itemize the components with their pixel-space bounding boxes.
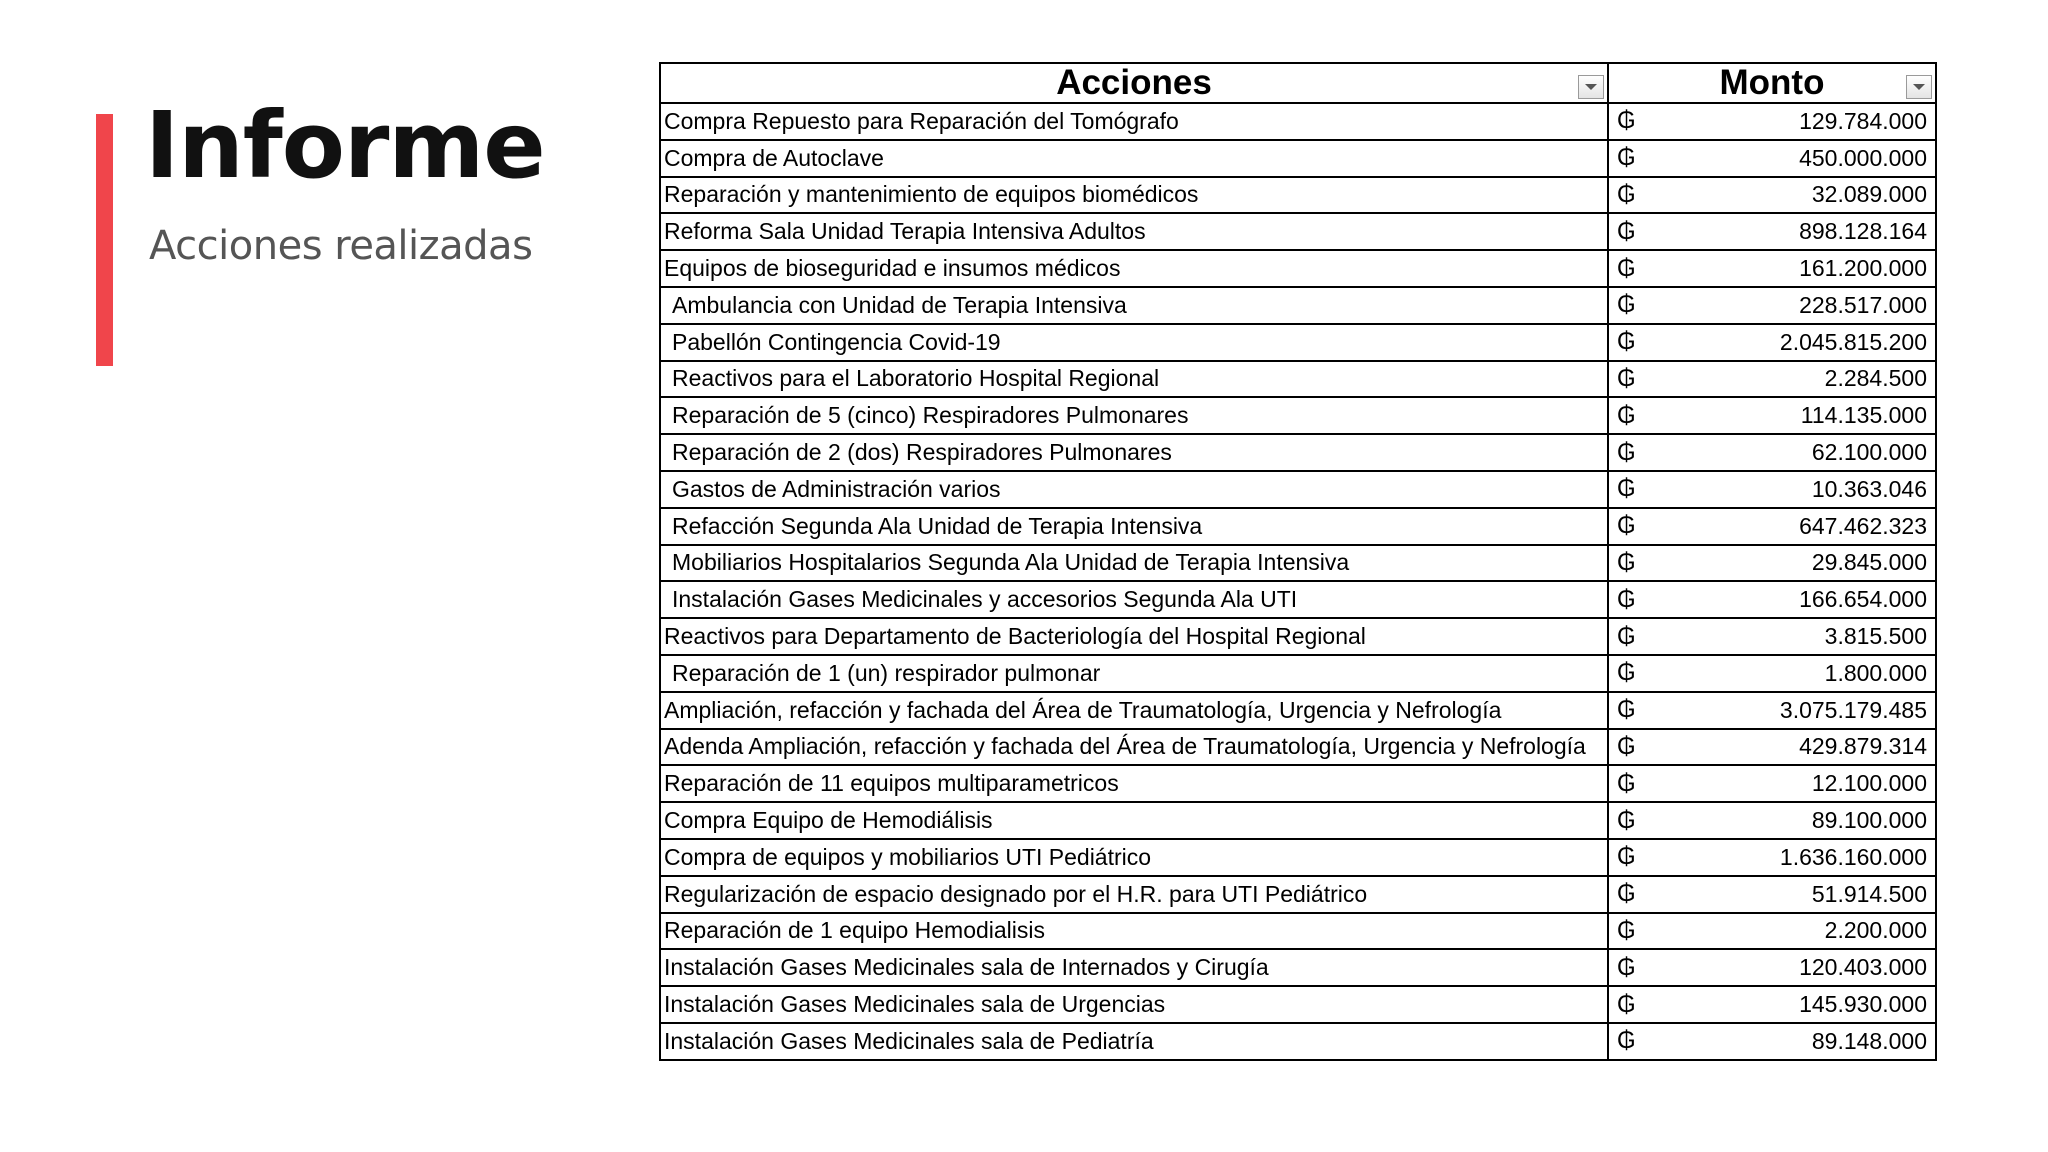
table-row <box>660 986 1936 1023</box>
table-row <box>660 949 1936 986</box>
table-row <box>660 839 1936 876</box>
monto-content <box>1609 328 1935 356</box>
amount-value: 89.100.000 <box>1811 807 1927 834</box>
cell-monto[interactable] <box>1608 287 1936 324</box>
table-row <box>660 103 1936 140</box>
monto-content <box>1609 954 1935 982</box>
currency-symbol: ₲ <box>1617 732 1636 760</box>
amount-value: 450.000.000 <box>1799 144 1927 171</box>
table-row <box>660 1023 1936 1060</box>
amount-value: 32.089.000 <box>1811 181 1927 208</box>
monto-content <box>1609 144 1935 172</box>
amount-value: 2.045.815.200 <box>1779 328 1927 355</box>
currency-symbol: ₲ <box>1617 953 1636 981</box>
cell-monto[interactable] <box>1608 655 1936 692</box>
cell-accion[interactable]: Instalación Gases Medicinales y accesorios Segunda Ala UTI <box>660 581 1608 618</box>
monto-content <box>1609 917 1935 945</box>
cell-monto[interactable] <box>1608 839 1936 876</box>
table-header-row <box>660 63 1936 103</box>
cell-monto[interactable] <box>1608 508 1936 545</box>
cell-accion[interactable]: Reactivos para el Laboratorio Hospital Regional <box>660 361 1608 398</box>
cell-accion[interactable]: Reparación de 11 equipos multiparametricos <box>660 765 1608 802</box>
monto-content <box>1609 1027 1935 1055</box>
column-header-monto <box>1608 63 1936 103</box>
cell-accion[interactable]: Instalación Gases Medicinales sala de Internados y Cirugía <box>660 949 1608 986</box>
currency-symbol: ₲ <box>1617 659 1636 687</box>
currency-symbol: ₲ <box>1617 880 1636 908</box>
accent-bar <box>96 114 113 366</box>
monto-content <box>1609 402 1935 430</box>
amount-value: 647.462.323 <box>1799 512 1927 539</box>
currency-symbol: ₲ <box>1617 475 1636 503</box>
amount-value: 429.879.314 <box>1799 733 1927 760</box>
cell-monto[interactable] <box>1608 250 1936 287</box>
currency-symbol: ₲ <box>1617 843 1636 871</box>
cell-accion[interactable]: Equipos de bioseguridad e insumos médicos <box>660 250 1608 287</box>
cell-accion[interactable]: Instalación Gases Medicinales sala de Pediatría <box>660 1023 1608 1060</box>
monto-content <box>1609 475 1935 503</box>
cell-accion[interactable]: Reactivos para Departamento de Bacteriología del Hospital Regional <box>660 618 1608 655</box>
amount-value: 62.100.000 <box>1811 439 1927 466</box>
amount-value: 114.135.000 <box>1800 402 1927 429</box>
table-row <box>660 655 1936 692</box>
chevron-down-icon <box>1585 84 1597 90</box>
cell-monto[interactable] <box>1608 802 1936 839</box>
amount-value: 898.128.164 <box>1799 218 1927 245</box>
table-row <box>660 876 1936 913</box>
cell-monto[interactable] <box>1608 913 1936 950</box>
cell-monto[interactable] <box>1608 729 1936 766</box>
monto-content <box>1609 107 1935 135</box>
amount-value: 228.517.000 <box>1799 291 1927 318</box>
currency-symbol: ₲ <box>1617 328 1636 356</box>
cell-monto[interactable] <box>1608 434 1936 471</box>
amount-value: 2.284.500 <box>1824 365 1927 392</box>
table-row <box>660 177 1936 214</box>
monto-content <box>1609 181 1935 209</box>
cell-accion[interactable]: Compra Repuesto para Reparación del Tomógrafo <box>660 103 1608 140</box>
table-row <box>660 765 1936 802</box>
cell-accion[interactable]: Reparación de 1 (un) respirador pulmonar <box>660 655 1608 692</box>
cell-accion[interactable]: Pabellón Contingencia Covid-19 <box>660 324 1608 361</box>
cell-accion[interactable]: Reparación de 1 equipo Hemodialisis <box>660 913 1608 950</box>
monto-content <box>1609 733 1935 761</box>
amount-value: 89.148.000 <box>1811 1027 1927 1054</box>
cell-monto[interactable] <box>1608 618 1936 655</box>
currency-symbol: ₲ <box>1617 585 1636 613</box>
amount-value: 12.100.000 <box>1811 770 1927 797</box>
chevron-down-icon <box>1913 84 1925 90</box>
table-row <box>660 397 1936 434</box>
cell-accion[interactable]: Reparación de 5 (cinco) Respiradores Pulmonares <box>660 397 1608 434</box>
currency-symbol: ₲ <box>1617 364 1636 392</box>
monto-content <box>1609 291 1935 319</box>
cell-accion[interactable]: Instalación Gases Medicinales sala de Urgencias <box>660 986 1608 1023</box>
cell-monto[interactable] <box>1608 986 1936 1023</box>
currency-symbol: ₲ <box>1617 107 1636 135</box>
table-row <box>660 508 1936 545</box>
currency-symbol: ₲ <box>1617 217 1636 245</box>
table-row <box>660 618 1936 655</box>
cell-monto[interactable] <box>1608 140 1936 177</box>
cell-monto[interactable] <box>1608 949 1936 986</box>
cell-accion[interactable]: Compra Equipo de Hemodiálisis <box>660 802 1608 839</box>
monto-content <box>1609 843 1935 871</box>
monto-content <box>1609 991 1935 1019</box>
cell-accion[interactable]: Mobiliarios Hospitalarios Segunda Ala Unidad de Terapia Intensiva <box>660 545 1608 582</box>
table-row <box>660 434 1936 471</box>
cell-monto[interactable] <box>1608 545 1936 582</box>
cell-accion[interactable]: Adenda Ampliación, refacción y fachada del Área de Traumatología, Urgencia y Nefrología <box>660 729 1608 766</box>
currency-symbol: ₲ <box>1617 291 1636 319</box>
cell-monto[interactable] <box>1608 213 1936 250</box>
amount-value: 161.200.000 <box>1799 255 1927 282</box>
cell-monto[interactable] <box>1608 361 1936 398</box>
amount-value: 1.636.160.000 <box>1779 843 1927 870</box>
monto-content <box>1609 255 1935 283</box>
monto-content <box>1609 623 1935 651</box>
amount-value: 51.914.500 <box>1811 880 1927 907</box>
cell-monto[interactable] <box>1608 397 1936 434</box>
cell-accion[interactable]: Regularización de espacio designado por el H.R. para UTI Pediátrico <box>660 876 1608 913</box>
table-row <box>660 471 1936 508</box>
table-row <box>660 361 1936 398</box>
currency-symbol: ₲ <box>1617 622 1636 650</box>
cell-monto[interactable] <box>1608 324 1936 361</box>
amount-value: 129.784.000 <box>1799 107 1927 134</box>
amount-value: 29.845.000 <box>1811 549 1927 576</box>
page-subtitle: Acciones realizadas <box>149 223 533 269</box>
cell-accion[interactable]: Compra de equipos y mobiliarios UTI Pediátrico <box>660 839 1608 876</box>
amount-value: 2.200.000 <box>1824 917 1927 944</box>
cell-accion[interactable]: Reparación de 2 (dos) Respiradores Pulmonares <box>660 434 1608 471</box>
amount-value: 3.815.500 <box>1824 623 1927 650</box>
monto-content <box>1609 696 1935 724</box>
currency-symbol: ₲ <box>1617 696 1636 724</box>
amount-value: 145.930.000 <box>1799 991 1927 1018</box>
cell-accion[interactable]: Refacción Segunda Ala Unidad de Terapia Intensiva <box>660 508 1608 545</box>
table-row <box>660 213 1936 250</box>
amount-value: 3.075.179.485 <box>1779 696 1927 723</box>
filter-dropdown-button[interactable] <box>1906 75 1932 99</box>
cell-monto[interactable] <box>1608 177 1936 214</box>
table-row <box>660 545 1936 582</box>
monto-content <box>1609 549 1935 577</box>
monto-content <box>1609 880 1935 908</box>
amount-value: 10.363.046 <box>1811 475 1927 502</box>
table-body <box>660 103 1936 1060</box>
monto-content <box>1609 365 1935 393</box>
cell-monto[interactable] <box>1608 765 1936 802</box>
amount-value: 120.403.000 <box>1799 954 1927 981</box>
table-row <box>660 324 1936 361</box>
table-row <box>660 250 1936 287</box>
actions-table-container <box>659 62 1935 1061</box>
amount-value: 166.654.000 <box>1799 586 1927 613</box>
cell-accion[interactable]: Ambulancia con Unidad de Terapia Intensiva <box>660 287 1608 324</box>
cell-monto[interactable] <box>1608 471 1936 508</box>
amount-value: 1.800.000 <box>1824 659 1927 686</box>
table-row <box>660 140 1936 177</box>
table-row <box>660 802 1936 839</box>
monto-content <box>1609 218 1935 246</box>
currency-symbol: ₲ <box>1617 990 1636 1018</box>
monto-content <box>1609 807 1935 835</box>
currency-symbol: ₲ <box>1617 769 1636 797</box>
monto-content <box>1609 770 1935 798</box>
currency-symbol: ₲ <box>1617 180 1636 208</box>
currency-symbol: ₲ <box>1617 916 1636 944</box>
cell-monto[interactable] <box>1608 581 1936 618</box>
table-row <box>660 581 1936 618</box>
cell-monto[interactable] <box>1608 692 1936 729</box>
column-header-label: Acciones <box>1056 63 1212 102</box>
cell-accion[interactable]: Reparación y mantenimiento de equipos biomédicos <box>660 177 1608 214</box>
page-title: Informe <box>145 92 545 199</box>
column-header-acciones <box>660 63 1608 103</box>
currency-symbol: ₲ <box>1617 548 1636 576</box>
filter-dropdown-button[interactable] <box>1578 75 1604 99</box>
cell-accion[interactable]: Gastos de Administración varios <box>660 471 1608 508</box>
table-row <box>660 692 1936 729</box>
cell-monto[interactable] <box>1608 1023 1936 1060</box>
table-row <box>660 913 1936 950</box>
cell-accion[interactable]: Reforma Sala Unidad Terapia Intensiva Adultos <box>660 213 1608 250</box>
currency-symbol: ₲ <box>1617 438 1636 466</box>
table-row <box>660 287 1936 324</box>
currency-symbol: ₲ <box>1617 401 1636 429</box>
currency-symbol: ₲ <box>1617 512 1636 540</box>
currency-symbol: ₲ <box>1617 1027 1636 1055</box>
table-row <box>660 729 1936 766</box>
monto-content <box>1609 586 1935 614</box>
cell-accion[interactable]: Ampliación, refacción y fachada del Área de Traumatología, Urgencia y Nefrología <box>660 692 1608 729</box>
currency-symbol: ₲ <box>1617 144 1636 172</box>
column-header-label: Monto <box>1719 63 1825 102</box>
actions-table <box>659 62 1937 1061</box>
monto-content <box>1609 659 1935 687</box>
monto-content <box>1609 439 1935 467</box>
cell-monto[interactable] <box>1608 103 1936 140</box>
monto-content <box>1609 512 1935 540</box>
currency-symbol: ₲ <box>1617 806 1636 834</box>
cell-monto[interactable] <box>1608 876 1936 913</box>
currency-symbol: ₲ <box>1617 254 1636 282</box>
cell-accion[interactable]: Compra de Autoclave <box>660 140 1608 177</box>
